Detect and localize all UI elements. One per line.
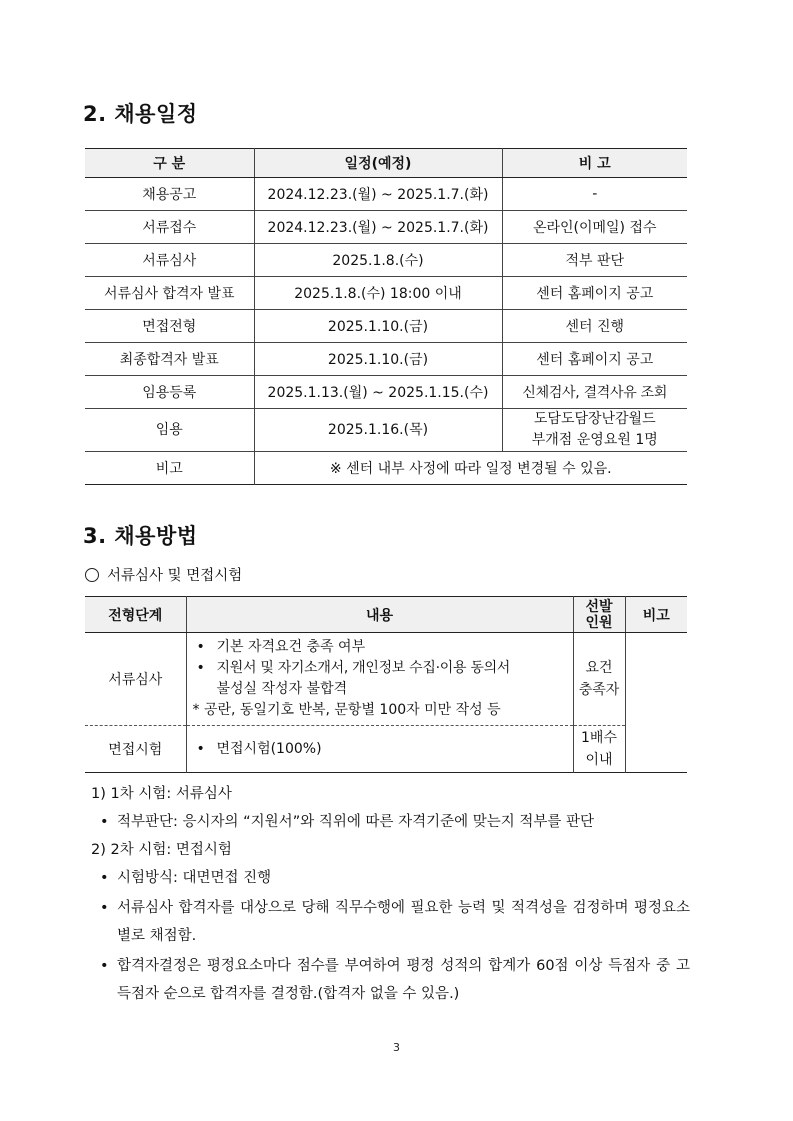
list-item: • 기본 자격요건 충족 여부 xyxy=(193,637,567,658)
selection-count xyxy=(573,633,625,726)
row-label: 채용공고 xyxy=(85,178,254,211)
row-label: 최종합격자 발표 xyxy=(85,343,254,376)
stage-label: 면접시험 xyxy=(108,742,163,758)
row-note: 신체검사, 결격사유 조회 xyxy=(502,376,687,409)
row-note: 센터 홈페이지 공고 xyxy=(502,343,687,376)
bullet-text: 적부판단: 응시자의 “지원서”와 직위에 따른 자격기준에 맞는지 적부를 판단 xyxy=(117,814,594,830)
stage-note xyxy=(625,633,687,773)
row-note: - xyxy=(502,178,687,211)
list-item-text: 기본 자격요건 충족 여부 xyxy=(216,639,366,655)
subsection-heading xyxy=(85,564,242,585)
list-item-text: 면접시험(100%) xyxy=(216,740,322,757)
exam-step-1: 1) 1차 시험: 서류심사 xyxy=(91,786,232,802)
header-stage: 전형단계 xyxy=(85,597,186,633)
count-line: 요건 xyxy=(585,660,613,676)
footnote: * 공란, 동일기호 반복, 문항별 100자 미만 작성 등 xyxy=(192,702,501,718)
remark-label: 비고 xyxy=(155,461,183,477)
row-label: 서류접수 xyxy=(85,211,254,244)
table-row xyxy=(85,409,687,452)
table-row xyxy=(85,376,687,409)
note-line: 부개점 운영요원 1명 xyxy=(531,432,658,448)
row-note: 센터 홈페이지 공고 xyxy=(502,277,687,310)
table-row xyxy=(85,310,687,343)
row-label: 임용 xyxy=(85,409,254,452)
schedule-table xyxy=(85,148,687,485)
table-row xyxy=(85,178,687,211)
row-note: 적부 판단 xyxy=(502,244,687,277)
header-schedule: 일정(예정) xyxy=(254,149,502,178)
bullet-item: • 서류심사 합격자를 대상으로 당해 직무수행에 필요한 능력 및 적격성을 검정하며 평정요소별로 채점함. xyxy=(100,894,690,950)
row-note: 온라인(이메일) 접수 xyxy=(502,211,687,244)
table-row xyxy=(85,244,687,277)
stage-label: 서류심사 xyxy=(85,633,186,726)
row-date: 2025.1.13.(월) ~ 2025.1.15.(수) xyxy=(254,376,502,409)
list-item-text: 지원서 및 자기소개서, 개인정보 수집·이용 동의서 xyxy=(216,660,511,676)
header-note: 비 고 xyxy=(502,149,687,178)
table-row xyxy=(85,343,687,376)
header-line: 인원 xyxy=(585,614,613,631)
table-row xyxy=(85,211,687,244)
row-date: 2024.12.23.(월) ~ 2025.1.7.(화) xyxy=(254,211,502,244)
selection-count xyxy=(573,726,625,773)
header-note: 비고 xyxy=(625,597,687,633)
header-category: 구 분 xyxy=(85,149,254,178)
row-date: 2025.1.16.(목) xyxy=(254,409,502,452)
table-header-row xyxy=(85,149,687,178)
stage-content xyxy=(186,726,573,773)
exam-step-2: 2) 2차 시험: 면접시험 xyxy=(91,842,232,858)
list-item: • 면접시험(100%) xyxy=(193,739,567,760)
table-header-row xyxy=(85,597,687,633)
stage-content xyxy=(186,633,573,726)
note-line: 도담도담장난감월드 xyxy=(533,411,656,427)
row-note xyxy=(502,409,687,452)
list-item-continuation: 불성실 작성자 불합격 xyxy=(216,681,348,697)
header-selection-count xyxy=(573,597,625,633)
row-label: 임용등록 xyxy=(85,376,254,409)
row-label: 면접전형 xyxy=(85,310,254,343)
row-note: 센터 진행 xyxy=(502,310,687,343)
row-label: 서류심사 합격자 발표 xyxy=(85,277,254,310)
row-date: 2025.1.8.(수) xyxy=(254,244,502,277)
count-line: 충족자 xyxy=(578,682,620,698)
header-line: 선발 xyxy=(585,598,613,615)
list-item: • 지원서 및 자기소개서, 개인정보 수집·이용 동의서 xyxy=(193,658,567,679)
bullet-text: 서류심사 합격자를 대상으로 당해 직무수행에 필요한 능력 및 적격성을 검정하며 평정요소별로 채점함. xyxy=(117,900,690,944)
count-line: 이내 xyxy=(585,752,613,768)
remark-text: ※ 센터 내부 사정에 따라 일정 변경될 수 있음. xyxy=(254,452,687,485)
table-row xyxy=(85,277,687,310)
subsection-title: 서류심사 및 면접시험 xyxy=(107,568,243,584)
section-title-schedule: 2. 채용일정 xyxy=(83,102,198,126)
bullet-text: 합격자결정은 평정요소마다 점수를 부여하여 평정 성적의 합계가 60점 이상 득점자 중 고득점자 순으로 합격자를 결정함.(합격자 없을 수 있음.) xyxy=(117,958,690,1002)
bullet-item: • 시험방식: 대면면접 진행 xyxy=(100,864,690,892)
bullet-text: 시험방식: 대면면접 진행 xyxy=(117,870,272,886)
table-row xyxy=(85,726,687,773)
table-row-remark xyxy=(85,452,687,485)
row-date: 2025.1.10.(금) xyxy=(254,310,502,343)
bullet-item: • 적부판단: 응시자의 “지원서”와 직위에 따른 자격기준에 맞는지 적부를 판단 xyxy=(100,808,690,836)
circle-bullet-icon xyxy=(85,568,99,582)
row-label: 서류심사 xyxy=(85,244,254,277)
count-line: 1배수 xyxy=(581,730,617,746)
row-date: 2025.1.8.(수) 18:00 이내 xyxy=(254,277,502,310)
method-table xyxy=(85,596,687,773)
page-number: 3 xyxy=(393,1041,400,1054)
row-date: 2024.12.23.(월) ~ 2025.1.7.(화) xyxy=(254,178,502,211)
header-content: 내용 xyxy=(186,597,573,633)
table-row xyxy=(85,633,687,726)
section-title-method: 3. 채용방법 xyxy=(83,524,198,548)
bullet-item: • 합격자결정은 평정요소마다 점수를 부여하여 평정 성적의 합계가 60점 이상 득점자 중 고득점자 순으로 합격자를 결정함.(합격자 없을 수 있음.) xyxy=(100,952,690,1008)
row-date: 2025.1.10.(금) xyxy=(254,343,502,376)
